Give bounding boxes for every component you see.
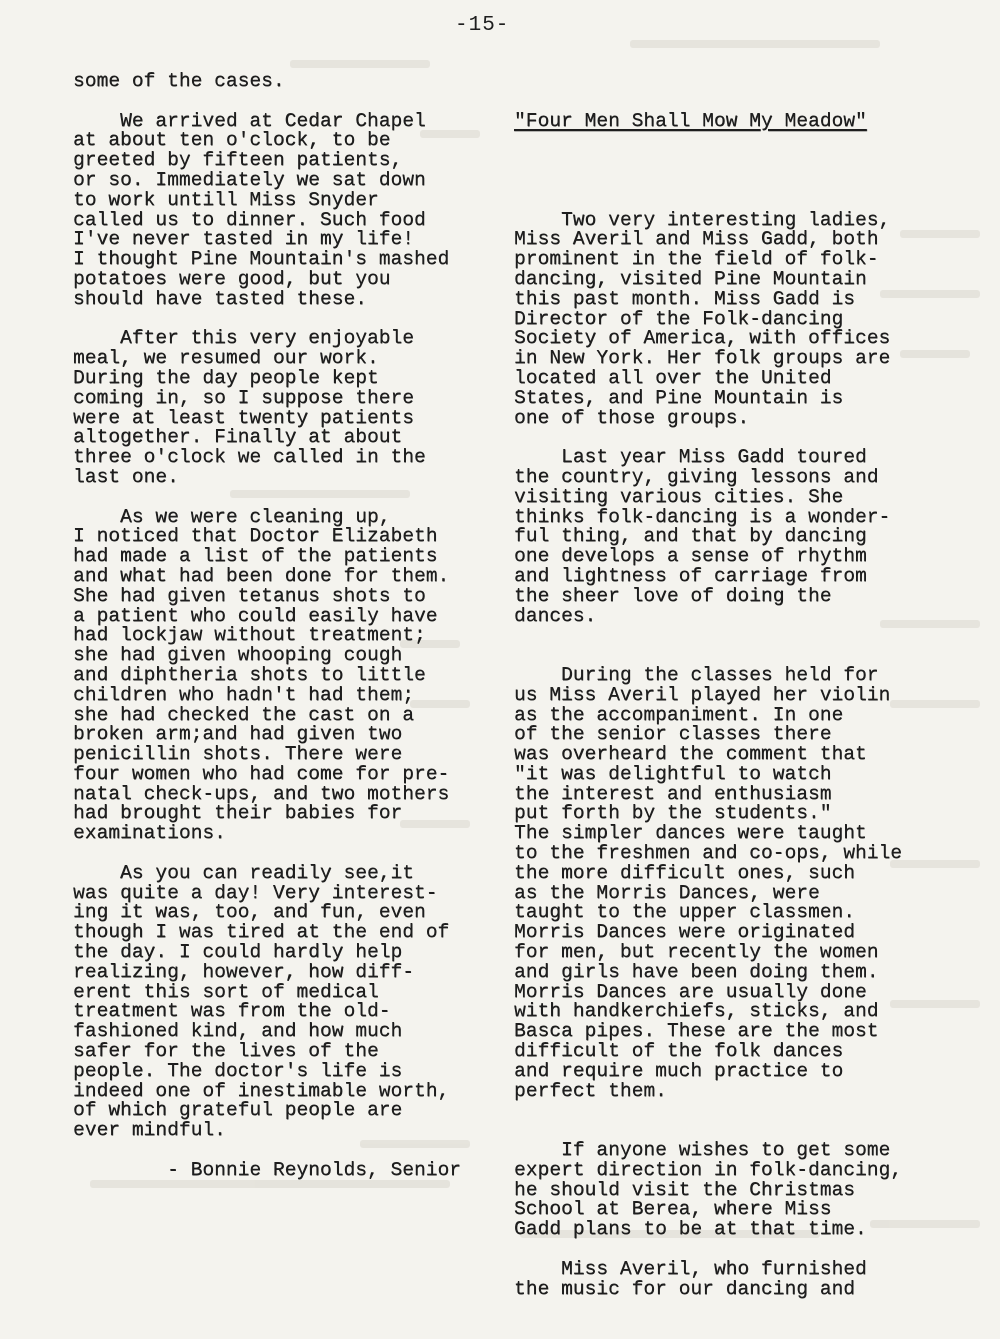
- text-line: some of the cases.: [73, 70, 285, 92]
- text-line: the more difficult ones, such: [514, 861, 855, 884]
- page-number: -15-: [455, 14, 510, 37]
- text-line: and require much practice to: [514, 1059, 844, 1082]
- text-line: or so. Immediately we sat down: [73, 168, 426, 191]
- text-line: meal, we resumed our work.: [73, 347, 379, 370]
- text-line: She had given tetanus shots to: [73, 584, 426, 607]
- text-line: the interest and enthusiasm: [514, 782, 832, 805]
- right-column: [514, 72, 914, 1339]
- text-line: to work untill Miss Snyder: [73, 188, 379, 211]
- text-line: us Miss Averil played her violin: [514, 683, 891, 706]
- text-line: children who hadn't had them;: [73, 683, 414, 706]
- right-column-body: [514, 171, 914, 1299]
- text-line: [514, 1240, 914, 1260]
- text-line: altogether. Finally at about: [73, 426, 403, 449]
- text-line: ful thing, and that by dancing: [514, 525, 867, 548]
- text-line: as the accompaniment. In one: [514, 703, 844, 726]
- text-line: were at least twenty patients: [73, 406, 414, 429]
- text-line: Miss Averil and Miss Gadd, both: [514, 228, 879, 251]
- text-line: If anyone wishes to get some: [514, 1139, 891, 1162]
- text-line: As you can readily see,it: [73, 861, 414, 884]
- text-line: and what had been done for them.: [73, 564, 450, 587]
- text-line: safer for the lives of the: [73, 1040, 379, 1063]
- text-line: The simpler dances were taught: [514, 822, 867, 845]
- text-line: and lightness of carriage from: [514, 564, 867, 587]
- text-line: the sheer love of doing the: [514, 584, 832, 607]
- text-line: erent this sort of medical: [73, 980, 379, 1003]
- text-line: at about ten o'clock, to be: [73, 129, 391, 152]
- text-line: examinations.: [73, 822, 226, 845]
- text-line: I've never tasted in my life!: [73, 228, 414, 251]
- text-line: Morris Dances are usually done: [514, 980, 867, 1003]
- text-line: difficult of the folk dances: [514, 1040, 844, 1063]
- text-line: thinks folk-dancing is a wonder-: [514, 505, 891, 528]
- text-line: three o'clock we called in the: [73, 446, 426, 469]
- text-line: [73, 844, 473, 864]
- text-line: "it was delightful to watch: [514, 762, 832, 785]
- text-line: a patient who could easily have: [73, 604, 438, 627]
- text-line: the music for our dancing and: [514, 1277, 855, 1300]
- text-line: After this very enjoyable: [73, 327, 414, 350]
- text-line: dances.: [514, 604, 597, 627]
- text-line: During the classes held for: [514, 663, 879, 686]
- text-line: he should visit the Christmas: [514, 1178, 855, 1201]
- text-line: States, and Pine Mountain is: [514, 386, 844, 409]
- text-line: Gadd plans to be at that time.: [514, 1218, 867, 1241]
- text-line: treatment was from the old-: [73, 1000, 391, 1023]
- text-line: I thought Pine Mountain's mashed: [73, 248, 450, 271]
- text-line: for men, but recently the women: [514, 941, 879, 964]
- text-line: one develops a sense of rhythm: [514, 545, 867, 568]
- text-line: had made a list of the patients: [73, 545, 438, 568]
- text-line: We arrived at Cedar Chapel: [73, 109, 426, 132]
- text-line: with handkerchiefs, sticks, and: [514, 1000, 879, 1023]
- text-line: and girls have been doing them.: [514, 960, 879, 983]
- text-line: four women who had come for pre-: [73, 762, 450, 785]
- text-line: the country, giving lessons and: [514, 465, 879, 488]
- text-line: and diphtheria shots to little: [73, 663, 426, 686]
- text-line: Director of the Folk-dancing: [514, 307, 844, 330]
- text-line: School at Berea, where Miss: [514, 1198, 832, 1221]
- text-line: the day. I could hardly help: [73, 941, 403, 964]
- text-line: had brought their babies for: [73, 802, 403, 825]
- text-line: to the freshmen and co-ops, while: [514, 842, 903, 865]
- text-line: of which grateful people are: [73, 1099, 403, 1122]
- text-line: dancing, visited Pine Mountain: [514, 267, 867, 290]
- text-line: As we were cleaning up,: [73, 505, 391, 528]
- text-line: penicillin shots. There were: [73, 743, 403, 766]
- text-line: visiting various cities. She: [514, 485, 844, 508]
- text-line: Miss Averil, who furnished: [514, 1257, 867, 1280]
- text-line: as the Morris Dances, were: [514, 881, 820, 904]
- text-line: she had given whooping cough: [73, 644, 403, 667]
- text-line: [514, 1101, 914, 1121]
- text-line: she had checked the cast on a: [73, 703, 414, 726]
- left-column: [73, 72, 473, 1181]
- text-line: coming in, so I suppose there: [73, 386, 414, 409]
- text-line: - Bonnie Reynolds, Senior: [73, 1158, 462, 1181]
- text-line: fashioned kind, and how much: [73, 1020, 403, 1043]
- text-line: [73, 488, 473, 508]
- text-line: was overheard the comment that: [514, 743, 867, 766]
- text-line: natal check-ups, and two mothers: [73, 782, 450, 805]
- text-line: expert direction in folk-dancing,: [514, 1158, 903, 1181]
- text-line: this past month. Miss Gadd is: [514, 287, 855, 310]
- text-line: [73, 1141, 473, 1161]
- text-line: was quite a day! Very interest-: [73, 881, 438, 904]
- text-line: broken arm;and had given two: [73, 723, 403, 746]
- text-line: [514, 191, 914, 211]
- text-line: ever mindful.: [73, 1119, 226, 1142]
- text-line: ing it was, too, and fun, even: [73, 901, 426, 924]
- text-line: located all over the United: [514, 366, 832, 389]
- text-line: Society of America, with offices: [514, 327, 891, 350]
- text-line: in New York. Her folk groups are: [514, 347, 891, 370]
- text-line: potatoes were good, but you: [73, 267, 391, 290]
- text-line: [514, 646, 914, 666]
- text-line: indeed one of inestimable worth,: [73, 1079, 450, 1102]
- text-line: [514, 626, 914, 646]
- text-line: called us to dinner. Such food: [73, 208, 426, 231]
- text-line: one of those groups.: [514, 406, 750, 429]
- text-line: perfect them.: [514, 1079, 667, 1102]
- text-line: [514, 171, 914, 191]
- text-line: Basca pipes. These are the most: [514, 1020, 879, 1043]
- article-title: "Four Men Shall Mow My Meadow": [514, 109, 867, 132]
- text-line: people. The doctor's life is: [73, 1059, 403, 1082]
- text-line: During the day people kept: [73, 366, 379, 389]
- text-line: taught to the upper classmen.: [514, 901, 855, 924]
- text-line: should have tasted these.: [73, 287, 367, 310]
- text-line: greeted by fifteen patients,: [73, 149, 403, 172]
- text-line: Last year Miss Gadd toured: [514, 446, 867, 469]
- text-line: realizing, however, how diff-: [73, 960, 414, 983]
- text-line: [73, 92, 473, 112]
- text-line: I noticed that Doctor Elizabeth: [73, 525, 438, 548]
- text-line: of the senior classes there: [514, 723, 832, 746]
- text-line: prominent in the field of folk-: [514, 248, 879, 271]
- text-line: had lockjaw without treatment;: [73, 624, 426, 647]
- text-line: put forth by the students.": [514, 802, 832, 825]
- text-line: Two very interesting ladies,: [514, 208, 891, 231]
- text-line: though I was tired at the end of: [73, 921, 450, 944]
- text-line: last one.: [73, 465, 179, 488]
- text-line: Morris Dances were originated: [514, 921, 855, 944]
